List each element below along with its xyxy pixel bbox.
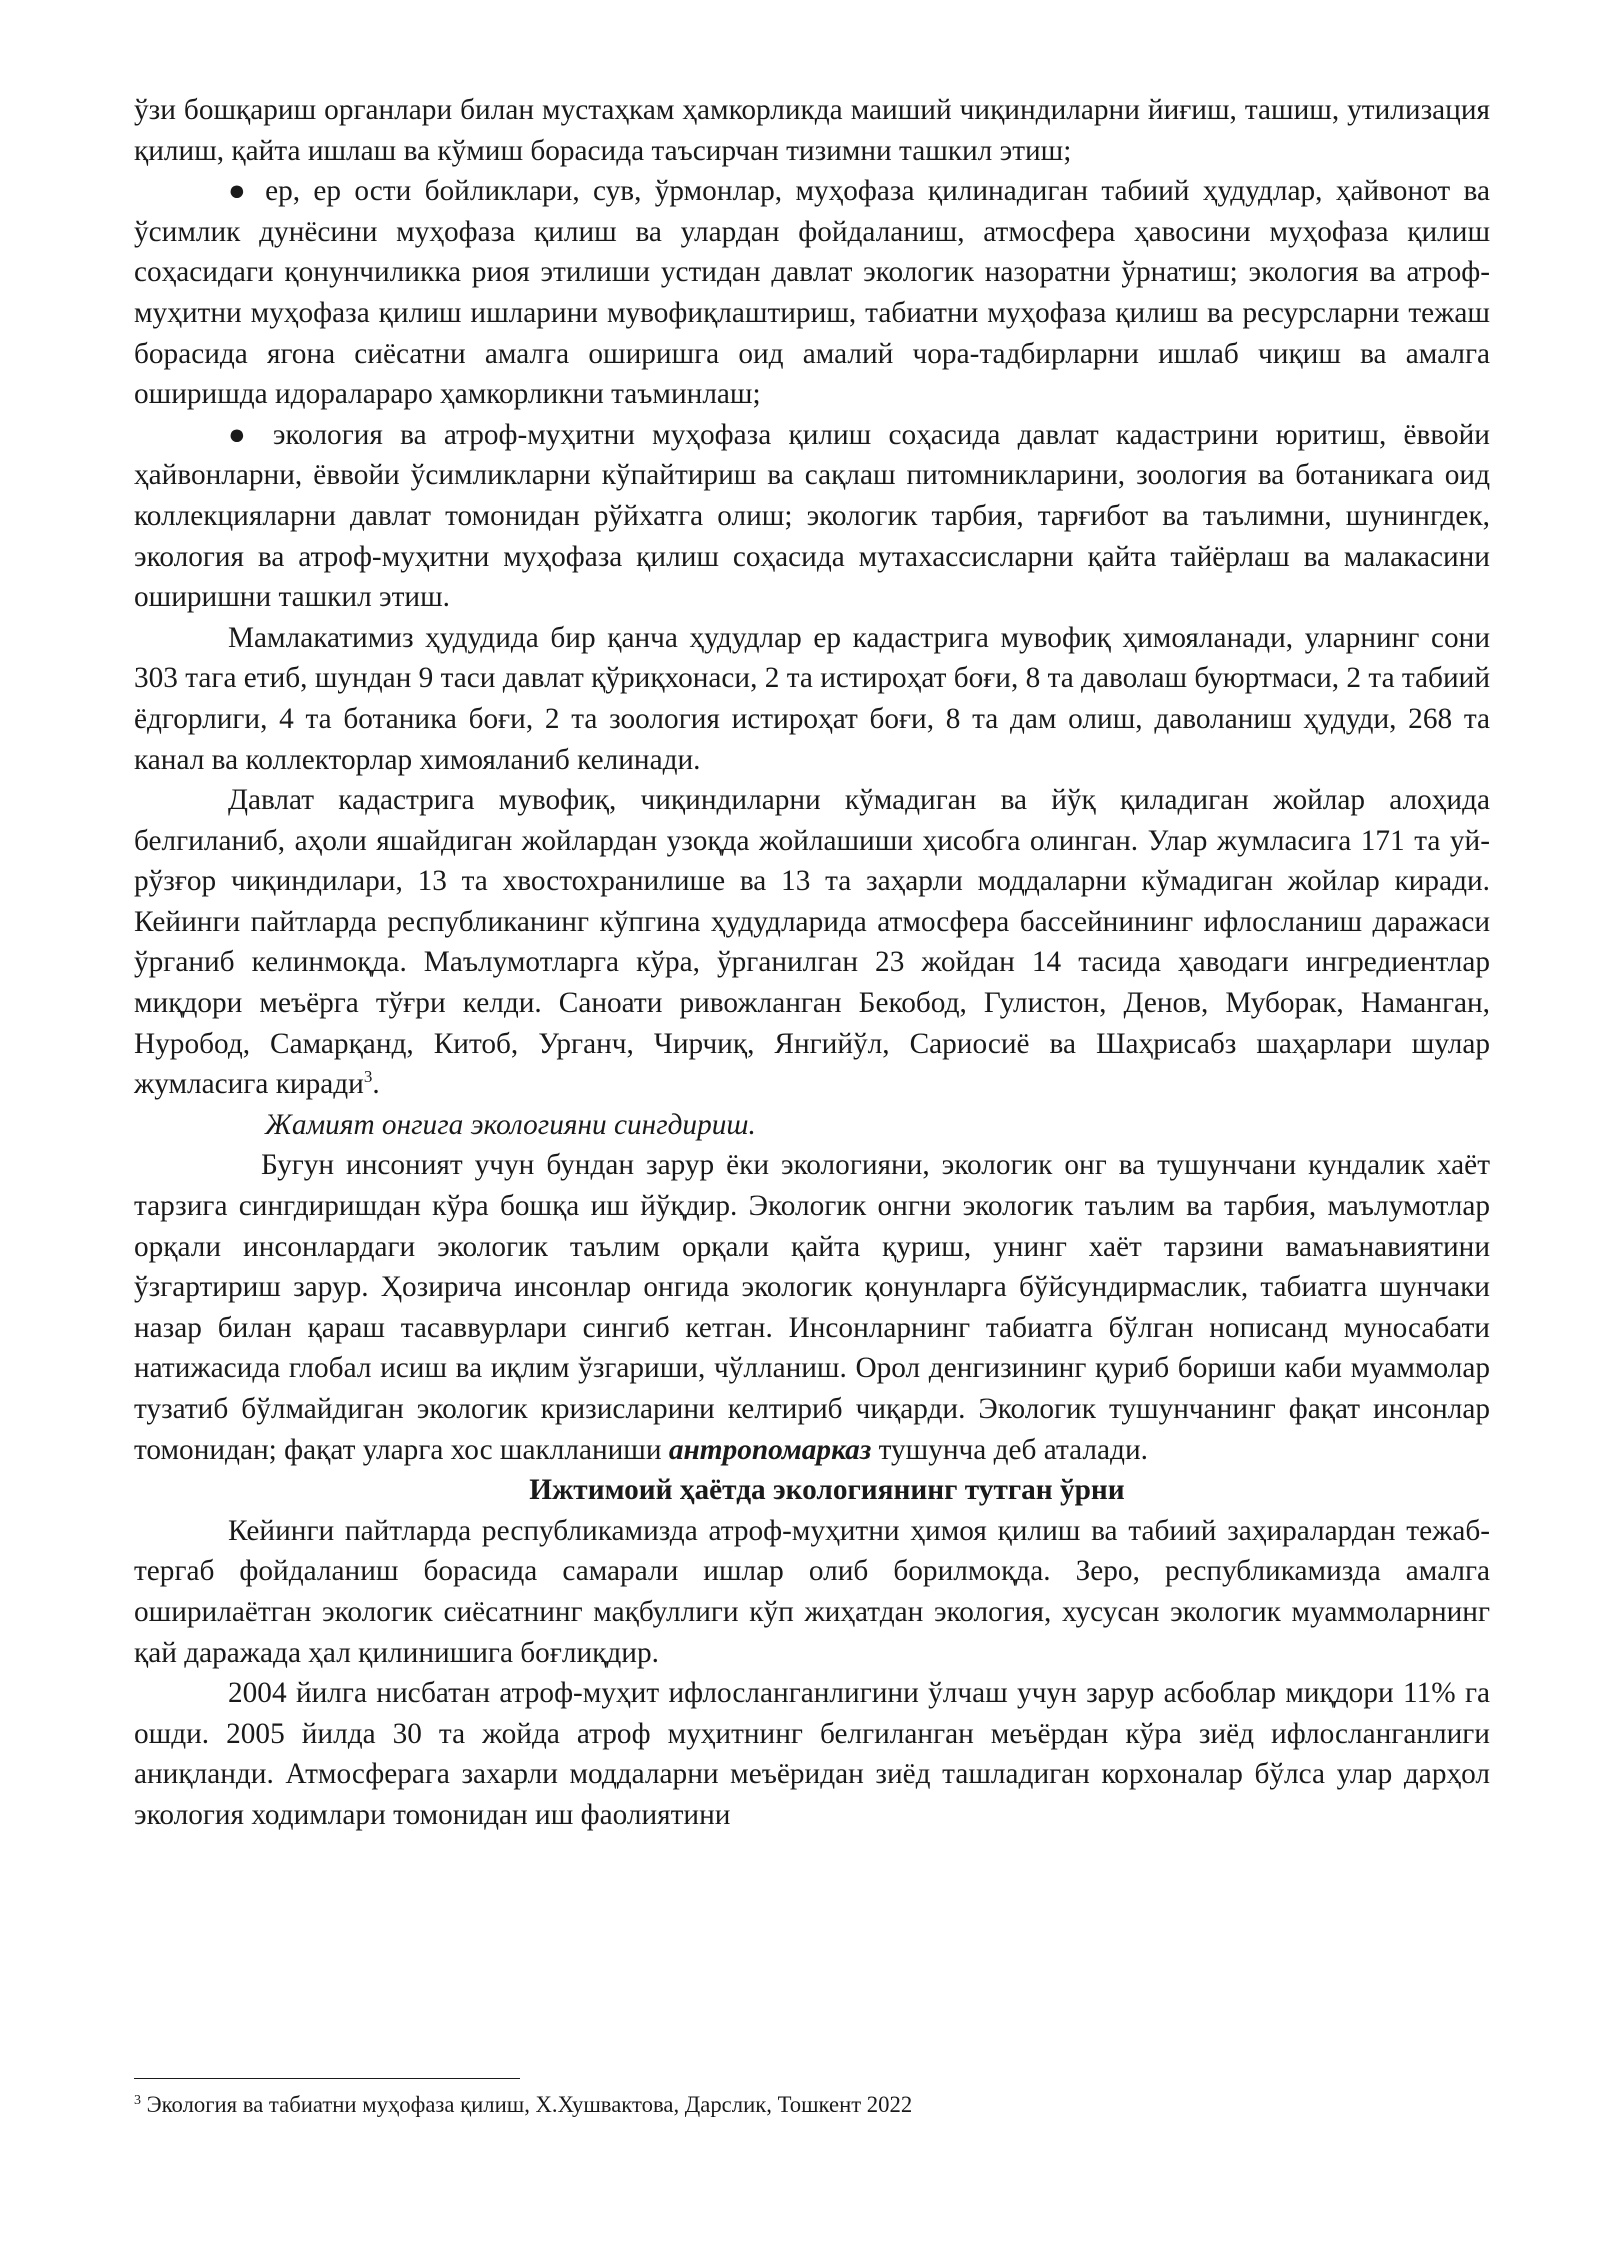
paragraph-ecological-awareness-end: тушунча деб аталади.: [871, 1433, 1148, 1466]
page-body: [134, 90, 1490, 1836]
paragraph-waste-sites: [134, 780, 1490, 1105]
bullet-paragraph-1: ● ер, ер ости бойликлари, сув, ўрмонлар, муҳофаза қилинадиган табиий ҳудудлар, ҳайвонот ва ўсимлик дунёсини муҳофаза қилиш ва улардан фойдаланиш, атмосфера ҳавосини муҳофаза қилиш соҳасидаги қонунчиликка риоя этилиши устидан давлат экологик назоратни ўрнатиш; экология ва атроф-муҳитни муҳофаза қилиш ишларини мувофиқлаштириш, табиатни муҳофаза қилиш ва ресурсларни тежаш борасида ягона сиёсатни амалга оширишга оид амалий чора-тадбирларни ишлаб чиқиш ва амалга оширишда идоралараро ҳамкорликни таъминлаш;: [134, 175, 1490, 411]
footnote-text: Экология ва табиатни муҳофаза қилиш, Х.Хушвактова, Дарслик, Тошкент 2022: [141, 2092, 913, 2117]
section-subheading: Жамият онгига экологияни сингдириш.: [265, 1108, 756, 1141]
paragraph-ecological-awareness: [134, 1145, 1490, 1470]
footnote-marker: 3: [134, 2093, 141, 2108]
section-heading: Ижтимоий ҳаётда экологиянинг тутган ўрни: [529, 1474, 1125, 1507]
paragraph-protected-areas: Мамлакатимиз ҳудудида бир қанча ҳудудлар ер кадастрига мувофиқ ҳимояланади, уларнинг сони 303 тага етиб, шундан 9 таси давлат қўриқхонаси, 2 та истироҳат боғи, 8 та даволаш буюртмаси, 2 та табиий ёдгорлиги, 4 та ботаника боғи, 2 та зоология истироҳат боғи, 8 та дам олиш, даволаниш ҳудуди, 268 та канал ва коллекторлар химояланиб келинади.: [134, 621, 1490, 776]
footnote-separator: [134, 2078, 520, 2079]
paragraph-waste-sites-text: Давлат кадастрига мувофиқ, чиқиндиларни кўмадиган ва йўқ қиладиган жойлар алоҳида белгиланиб, аҳоли яшайдиган жойлардан узоқда жойлашиши ҳисобга олинган. Улар жумласига 171 та уй-рўзғор чиқиндилари, 13 та хвостохранилише ва 13 та заҳарли моддаларни кўмадиган жойлар киради. Кейинги пайтларда республиканинг кўпгина ҳудудларида атмосфера бассейнининг ифлосланиш даражаси ўрганиб келинмоқда. Маълумотларга кўра, ўрганилган 23 жойдан 14 тасида ҳаводаги ингредиентлар миқдори меъёрга тўғри келди. Саноати ривожланган Бекобод, Гулистон, Денов, Муборак, Наманган, Нуробод, Самарқанд, Китоб, Урганч, Чирчиқ, Янгийўл, Сариосиё ва Шаҳрисабз шаҳарлари шулар жумласига киради: [134, 784, 1490, 1101]
footnote: [134, 2090, 1490, 2120]
paragraph-ecological-awareness-text: Бугун инсоният учун бундан зарур ёки экологияни, экологик онг ва тушунчани кундалик хаёт тарзига сингдиришдан кўра бошқа иш йўқдир. Экологик онгни экологик таълим ва тарбия, маълумотлар орқали инсонлардаги экологик таълим орқали қайта қуриш, унинг хаёт тарзини вамаънавиятини ўзгартириш зарур. Ҳозирича инсонлар онгида экологик қонунларга бўйсундирмаслик, табиатга шунчаки назар билан қараш тасаввурлари сингиб кетган. Инсонларнинг табиатга бўлган нописанд муносабати натижасида глобал исиш ва иқлим ўзгариши, чўлланиш. Орол денгизининг қуриб бориши каби муаммолар тузатиб бўлмайдиган экологик кризисларини келтириб чиқарди. Экологик тушунчанинг фақат инсонлар томонидан; фақат уларга хос шаклланиши: [134, 1149, 1490, 1466]
emphasized-term: антропомарказ: [668, 1433, 872, 1466]
paragraph-1: ўзи бошқариш органлари билан мустаҳкам ҳамкорликда маиший чиқиндиларни йиғиш, ташиш, утилизация қилиш, қайта ишлаш ва кўмиш борасида таъсирчан тизимни ташкил этиш;: [134, 94, 1490, 167]
paragraph-waste-sites-end: .: [372, 1068, 380, 1101]
paragraph-pollution-measurement: 2004 йилга нисбатан атроф-муҳит ифлосланганлигини ўлчаш учун зарур асбоблар миқдори 11% га ошди. 2005 йилда 30 та жойда атроф муҳитнинг белгиланган меъёрдан кўра зиёд ифлосланганлиги аниқланди. Атмосферага захарли моддаларни меъёридан зиёд ташладиган корхоналар бўлса улар дарҳол экология ходимлари томонидан иш фаолиятини: [134, 1677, 1490, 1831]
bullet-paragraph-2: ● экология ва атроф-муҳитни муҳофаза қилиш соҳасида давлат кадастрини юритиш, ёввойи ҳайвонларни, ёввойи ўсимликларни кўпайтириш ва сақлаш питомникларини, зоология ва ботаникага оид коллекцияларни давлат томонидан рўйхатга олиш; экологик тарбия, тарғибот ва таълимни, шунингдек, экология ва атроф-муҳитни муҳофаза қилиш соҳасида мутахассисларни қайта тайёрлаш ва малакасини оширишни ташкил этиш.: [134, 418, 1490, 614]
footnote-reference: 3: [363, 1067, 373, 1087]
paragraph-environmental-policy: Кейинги пайтларда республикамизда атроф-муҳитни ҳимоя қилиш ва табиий заҳиралардан тежаб-тергаб фойдаланиш борасида самарали ишлар олиб борилмоқда. Зеро, республикамизда амалга оширилаётган экологик сиёсатнинг мақбуллиги кўп жиҳатдан экология, хусусан экологик муаммоларнинг қай даражада ҳал қилинишига боғлиқдир.: [134, 1514, 1490, 1669]
